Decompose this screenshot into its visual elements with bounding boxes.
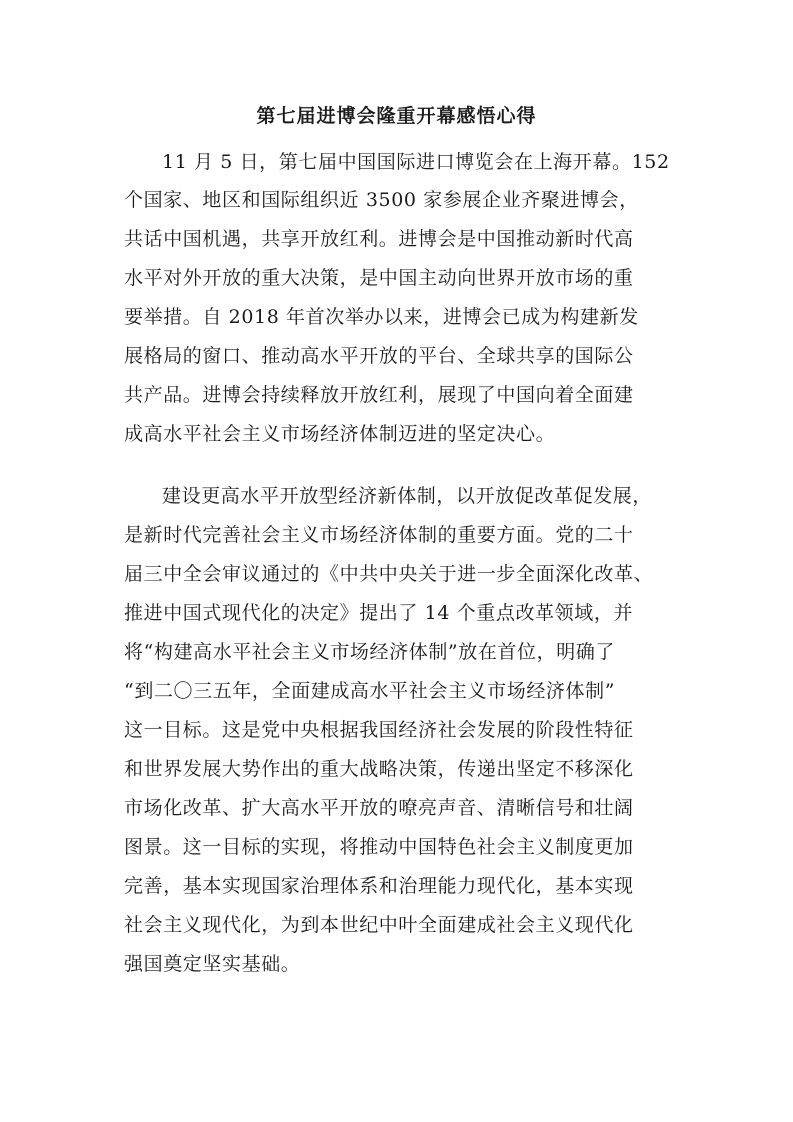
paragraph-1-line-3: 共话中国机遇，共享开放红利。进博会是中国推动新时代高 <box>124 228 634 250</box>
paragraph-2-line-4: 推进中国式现代化的决定》提出了 14 个重点改革领域，并 <box>124 602 634 624</box>
paragraph-1-line-7: 共产品。进博会持续释放开放红利，展现了中国向着全面建 <box>124 384 634 406</box>
document-title: 第七届进博会隆重开幕感悟心得 <box>256 105 537 127</box>
paragraph-1-line-1: 11 月 5 日，第七届中国国际进口博览会在上海开幕。152 <box>162 151 670 173</box>
paragraph-2-line-6: “到二〇三五年，全面建成高水平社会主义市场经济体制” <box>124 680 616 702</box>
paragraph-2-line-10: 图景。这一目标的实现，将推动中国特色社会主义制度更加 <box>124 836 634 858</box>
paragraph-1-line-6: 展格局的窗口、推动高水平开放的平台、全球共享的国际公 <box>124 345 634 367</box>
paragraph-1-line-8: 成高水平社会主义市场经济体制迈进的坚定决心。 <box>124 423 556 445</box>
paragraph-2-line-7: 这一目标。这是党中央根据我国经济社会发展的阶段性特征 <box>124 719 634 741</box>
paragraph-2-line-5: 将“构建高水平社会主义市场经济体制”放在首位，明确了 <box>124 641 616 663</box>
paragraph-2-line-3: 届三中全会审议通过的《中共中央关于进一步全面深化改革、 <box>124 563 654 585</box>
paragraph-1-line-4: 水平对外开放的重大决策，是中国主动向世界开放市场的重 <box>124 267 634 289</box>
paragraph-2-line-2: 是新时代完善社会主义市场经济体制的重要方面。党的二十 <box>124 524 634 546</box>
paragraph-2-line-11: 完善，基本实现国家治理体系和治理能力现代化，基本实现 <box>124 875 634 897</box>
paragraph-2-line-9: 市场化改革、扩大高水平开放的嘹亮声音、清晰信号和壮阔 <box>124 797 634 819</box>
paragraph-1-line-2: 个国家、地区和国际组织近 3500 家参展企业齐聚进博会， <box>124 189 639 211</box>
paragraph-2-line-8: 和世界发展大势作出的重大战略决策，传递出坚定不移深化 <box>124 758 634 780</box>
paragraph-2-line-12: 社会主义现代化，为到本世纪中叶全面建成社会主义现代化 <box>124 914 634 936</box>
paragraph-2-line-13: 强国奠定坚实基础。 <box>124 953 301 975</box>
paragraph-1-line-5: 要举措。自 2018 年首次举办以来，进博会已成为构建新发 <box>124 306 639 328</box>
paragraph-2-line-1: 建设更高水平开放型经济新体制，以开放促改革促发展， <box>162 485 653 507</box>
